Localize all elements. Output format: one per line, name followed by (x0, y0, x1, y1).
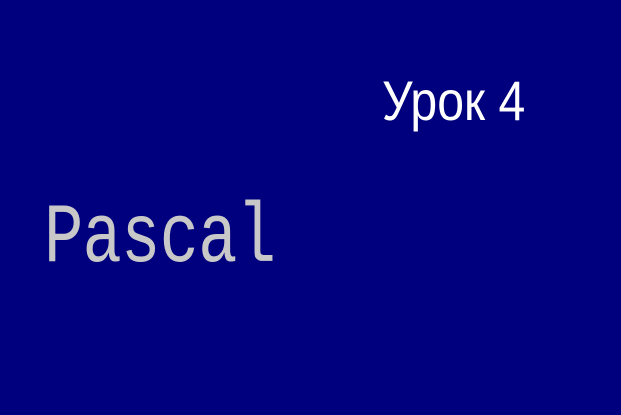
lesson-title: Урок 4 (382, 69, 526, 132)
language-title: Pascal (44, 192, 276, 287)
